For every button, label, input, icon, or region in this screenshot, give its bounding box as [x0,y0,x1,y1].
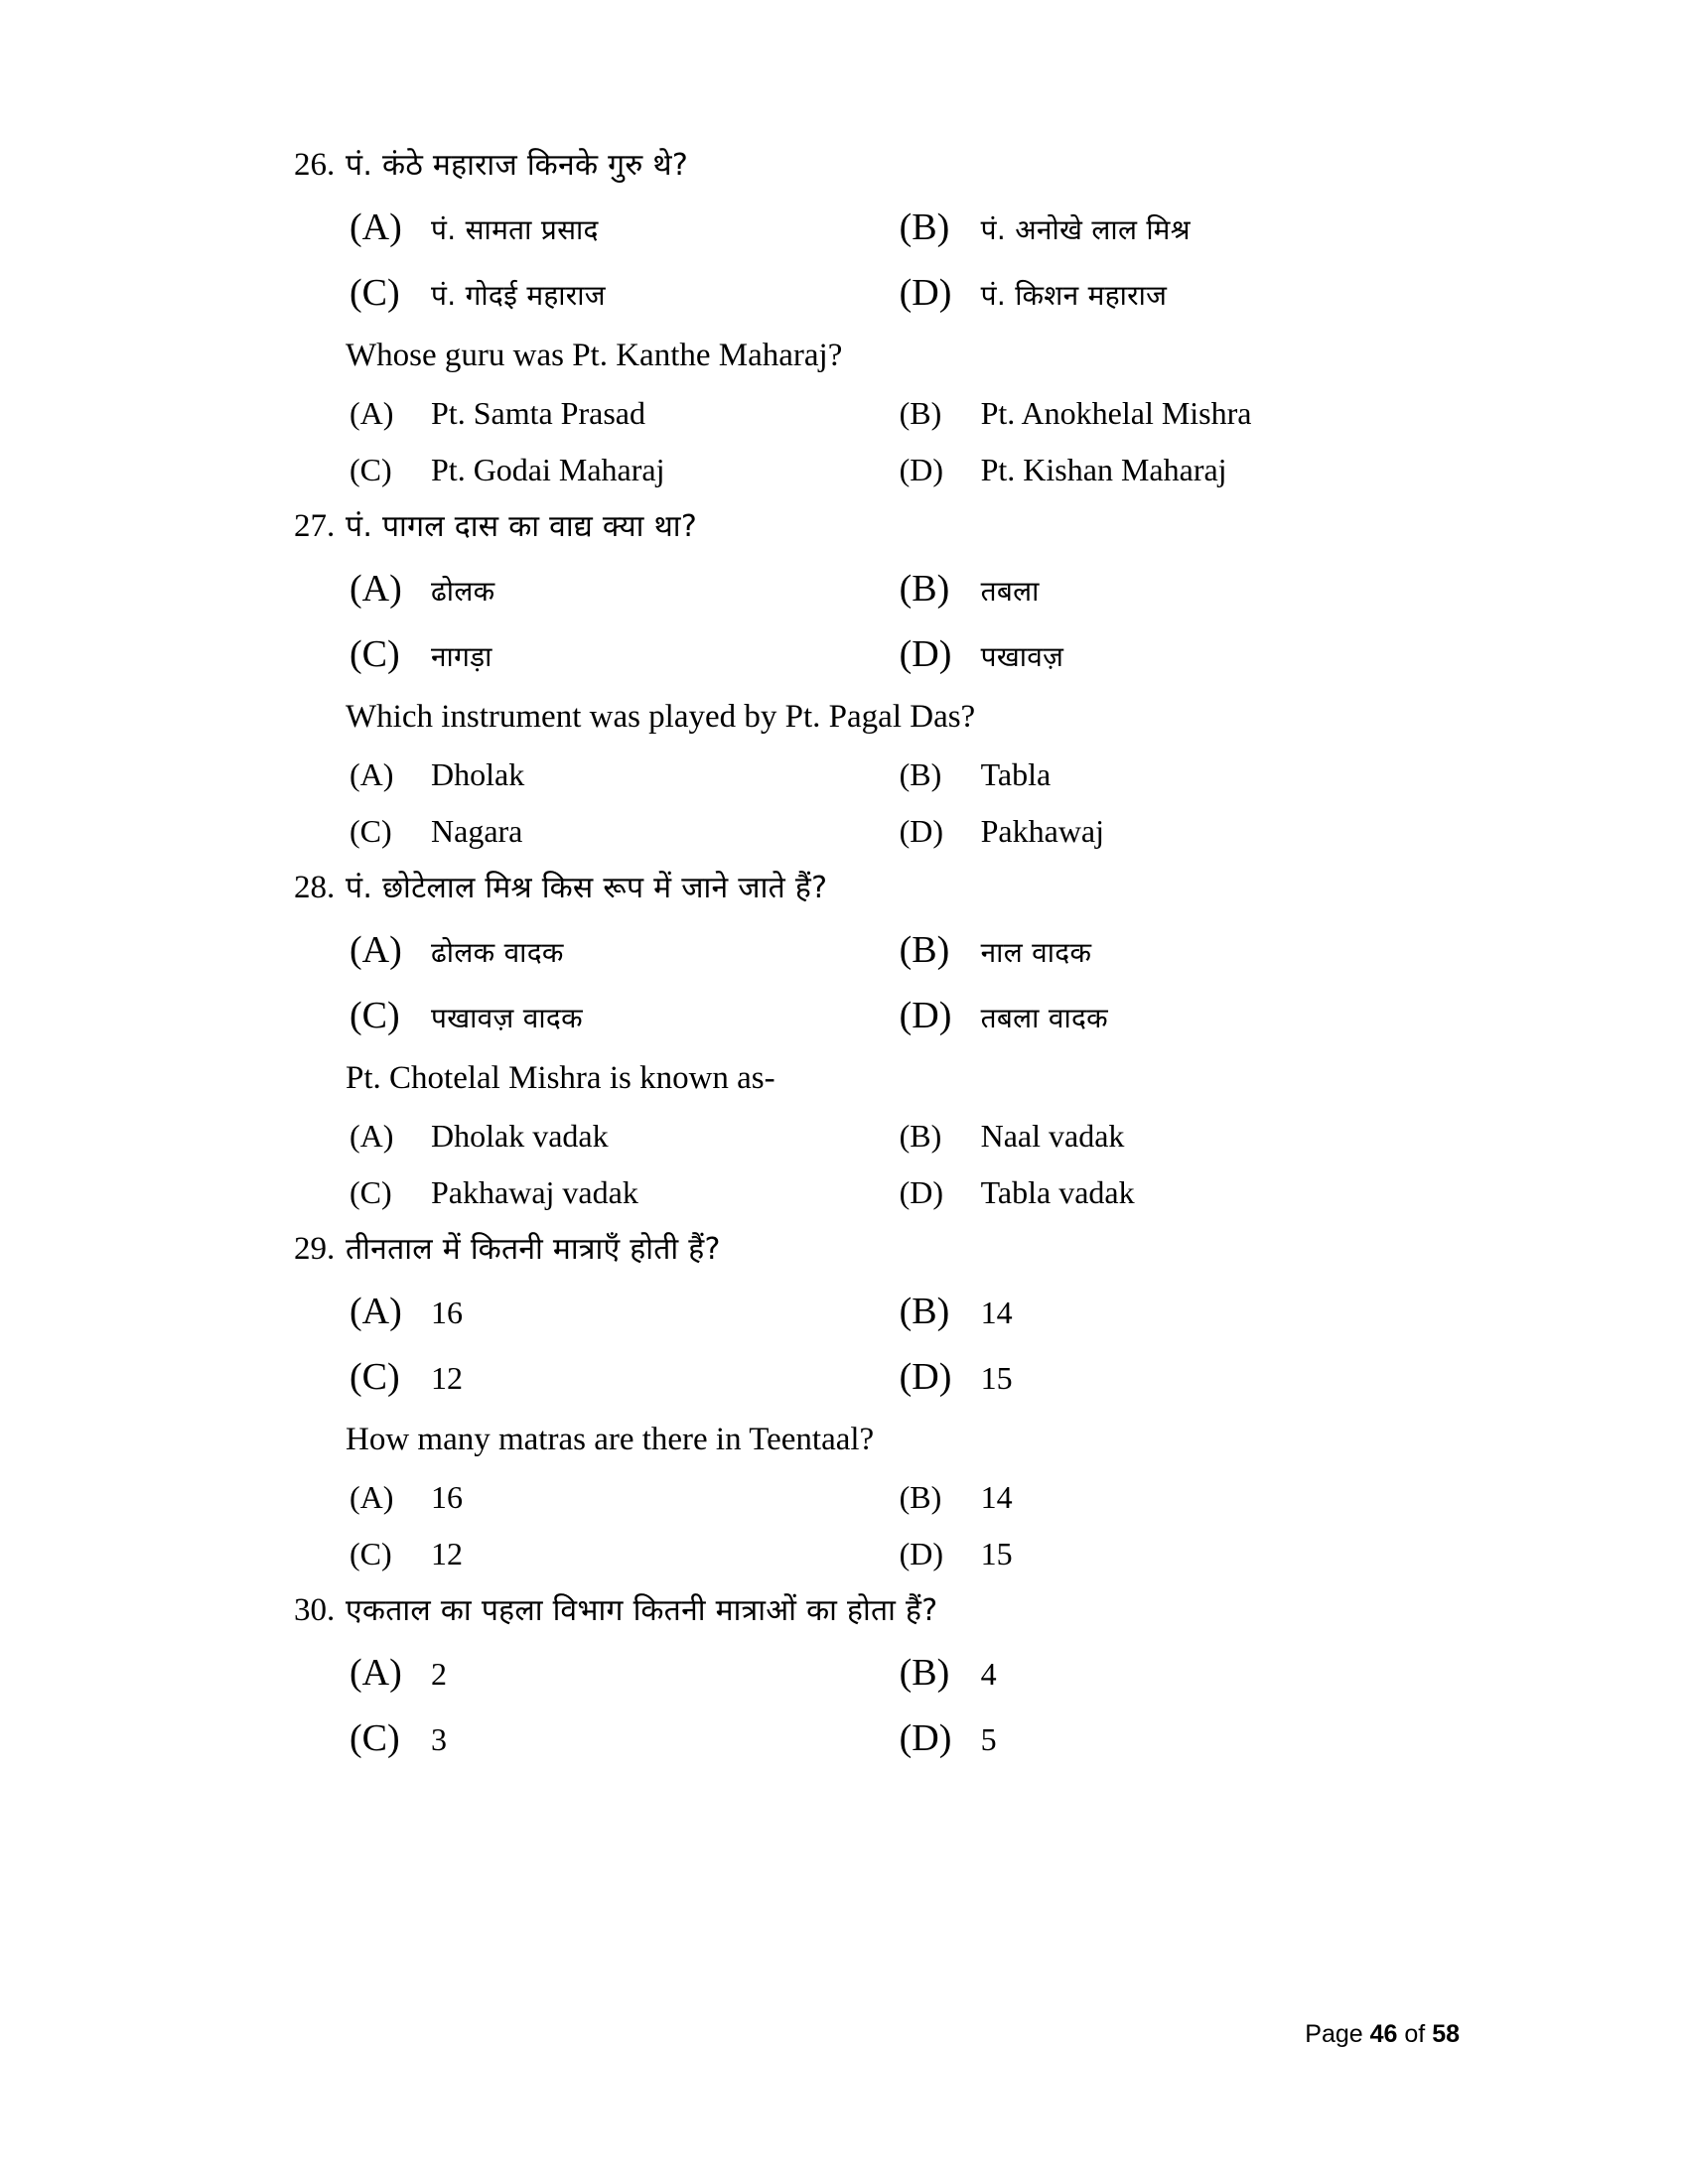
question-text: पं. कंठे महाराज किनके गुरु थे? [346,148,689,183]
option-text: Pakhawaj vadak [431,1174,638,1210]
option-marker: (B) [899,568,950,610]
question-text: Whose guru was Pt. Kanthe Maharaj? [346,338,843,373]
option-marker: (C) [350,813,392,849]
option-marker: (A) [350,1118,394,1154]
option-b-english[interactable] [770,758,1446,815]
page-number-total: 58 [1432,2020,1460,2048]
page-label: Page [1305,2020,1363,2048]
option-text: पं. अनोखे लाल मिश्र [980,213,1191,246]
option-c-hindi[interactable] [294,635,770,701]
question-text: एकताल का पहला विभाग कितनी मात्राओं का होता हैं? [346,1593,938,1628]
option-marker: (B) [899,395,942,431]
option-text: नागड़ा [431,640,492,673]
option-marker: (B) [899,1479,942,1515]
question-text: How many matras are there in Teentaal? [346,1422,875,1457]
option-marker: (A) [350,206,402,248]
option-marker: (B) [899,1652,950,1694]
option-text: Pt. Samta Prasad [431,395,645,431]
option-row [294,274,1446,340]
question-number: 29. [294,1231,336,1267]
question-text: तीनताल में कितनी मात्राएँ होती हैं? [346,1232,721,1267]
question-stem-hindi [294,149,1446,208]
option-b-english[interactable] [770,397,1446,454]
option-text: 12 [431,1536,463,1571]
option-a-english[interactable] [294,1481,770,1538]
question-block-30 [294,1594,1446,1785]
option-marker: (C) [350,1356,400,1398]
option-text: Tabla [980,756,1052,792]
option-row [294,1358,1446,1424]
question-block-28 [294,872,1446,1233]
option-row [294,1120,1446,1176]
option-row [294,1654,1446,1719]
option-text: 15 [980,1360,1013,1396]
question-stem-hindi [294,872,1446,931]
option-row [294,570,1446,635]
option-marker: (A) [350,929,402,971]
option-c-english[interactable] [294,1538,770,1594]
question-text: पं. छोटेलाल मिश्र किस रूप में जाने जाते हैं? [346,871,828,905]
option-text: 16 [431,1479,463,1515]
question-stem-english [294,701,1446,758]
option-text: 16 [431,1295,463,1330]
option-text: 3 [431,1721,447,1757]
option-row [294,1538,1446,1594]
option-text: Pt. Kishan Maharaj [980,452,1227,487]
option-marker: (D) [899,452,944,487]
option-row [294,1481,1446,1538]
option-row [294,997,1446,1062]
option-marker: (B) [899,756,942,792]
option-marker: (B) [899,929,950,971]
option-c-hindi[interactable] [294,1358,770,1424]
option-text: ढोलक [431,575,495,608]
option-d-english[interactable] [770,1538,1446,1594]
question-number: 28. [294,870,336,905]
option-d-hindi[interactable] [770,997,1446,1062]
question-number: 27. [294,508,336,544]
option-row [294,758,1446,815]
option-marker: (C) [350,995,400,1036]
option-row [294,815,1446,872]
option-row [294,635,1446,701]
option-b-hindi[interactable] [770,570,1446,635]
page-of-label: of [1404,2020,1426,2048]
option-row [294,1719,1446,1785]
option-d-hindi[interactable] [770,635,1446,701]
option-row [294,1293,1446,1358]
option-a-english[interactable] [294,397,770,454]
option-row [294,397,1446,454]
question-block-26 [294,149,1446,510]
option-marker: (D) [899,633,952,675]
question-text: पं. पागल दास का वाद्य क्या था? [346,509,698,544]
option-text: तबला [980,575,1040,608]
option-text: Nagara [431,813,523,849]
option-text: नाल वादक [980,936,1092,969]
option-marker: (C) [350,452,392,487]
option-text: पं. सामता प्रसाद [431,213,599,246]
question-stem-hindi [294,510,1446,570]
option-b-hindi[interactable] [770,1293,1446,1358]
option-text: 15 [980,1536,1013,1571]
question-text: Pt. Chotelal Mishra is known as- [346,1060,775,1096]
option-text: ढोलक वादक [431,936,564,969]
option-marker: (D) [899,1536,944,1571]
option-marker: (A) [350,1652,402,1694]
option-d-hindi[interactable] [770,274,1446,340]
option-a-hindi[interactable] [294,208,770,274]
option-row [294,208,1446,274]
question-stem-hindi [294,1594,1446,1654]
option-row [294,1176,1446,1233]
option-text: Pakhawaj [980,813,1105,849]
option-c-english[interactable] [294,815,770,872]
option-marker: (C) [350,1536,392,1571]
option-b-hindi[interactable] [770,208,1446,274]
option-text: Tabla vadak [980,1174,1135,1210]
option-text: 4 [980,1656,997,1692]
option-marker: (A) [350,568,402,610]
option-text: 2 [431,1656,447,1692]
option-a-hindi[interactable] [294,1654,770,1719]
option-text: Naal vadak [980,1118,1125,1154]
option-marker: (D) [899,995,952,1036]
option-marker: (B) [899,1291,950,1332]
option-marker: (D) [899,1717,952,1759]
option-text: पखावज़ [980,640,1064,673]
question-stem-hindi [294,1233,1446,1293]
option-text: 14 [980,1479,1013,1515]
option-d-hindi[interactable] [770,1719,1446,1785]
option-row [294,931,1446,997]
option-d-english[interactable] [770,1176,1446,1233]
option-a-hindi[interactable] [294,1293,770,1358]
option-marker: (D) [899,272,952,314]
option-marker: (C) [350,1174,392,1210]
option-c-hindi[interactable] [294,1719,770,1785]
option-b-hindi[interactable] [770,1654,1446,1719]
question-text: Which instrument was played by Pt. Pagal Das? [346,699,976,735]
option-c-hindi[interactable] [294,997,770,1062]
option-marker: (B) [899,1118,942,1154]
option-a-english[interactable] [294,758,770,815]
option-b-english[interactable] [770,1120,1446,1176]
option-marker: (A) [350,395,394,431]
page-number-current: 46 [1369,2020,1398,2048]
option-d-english[interactable] [770,454,1446,510]
option-text: पखावज़ वादक [431,1002,583,1034]
option-text: पं. किशन महाराज [980,279,1168,312]
option-text: Pt. Godai Maharaj [431,452,665,487]
option-text: 5 [980,1721,997,1757]
option-text: तबला वादक [980,1002,1108,1034]
option-text: Dholak [431,756,525,792]
option-text: पं. गोदई महाराज [431,279,606,312]
option-a-english[interactable] [294,1120,770,1176]
option-d-english[interactable] [770,815,1446,872]
question-stem-english [294,340,1446,397]
question-stem-english [294,1062,1446,1120]
option-b-english[interactable] [770,1481,1446,1538]
option-marker: (D) [899,813,944,849]
option-marker: (D) [899,1174,944,1210]
option-c-english[interactable] [294,454,770,510]
question-list [294,149,1446,1785]
option-marker: (A) [350,1291,402,1332]
option-text: Pt. Anokhelal Mishra [980,395,1252,431]
question-block-27 [294,510,1446,872]
option-c-english[interactable] [294,1176,770,1233]
option-marker: (A) [350,1479,394,1515]
page-footer [1305,2020,1460,2049]
option-text: 12 [431,1360,463,1396]
option-a-hindi[interactable] [294,570,770,635]
question-number: 30. [294,1592,336,1628]
option-marker: (C) [350,633,400,675]
option-row [294,454,1446,510]
option-b-hindi[interactable] [770,931,1446,997]
question-stem-english [294,1424,1446,1481]
option-marker: (C) [350,1717,400,1759]
option-d-hindi[interactable] [770,1358,1446,1424]
option-marker: (B) [899,206,950,248]
question-block-29 [294,1233,1446,1594]
option-text: Dholak vadak [431,1118,609,1154]
option-marker: (A) [350,756,394,792]
option-marker: (D) [899,1356,952,1398]
option-marker: (C) [350,272,400,314]
option-a-hindi[interactable] [294,931,770,997]
question-number: 26. [294,147,336,183]
option-c-hindi[interactable] [294,274,770,340]
option-text: 14 [980,1295,1013,1330]
